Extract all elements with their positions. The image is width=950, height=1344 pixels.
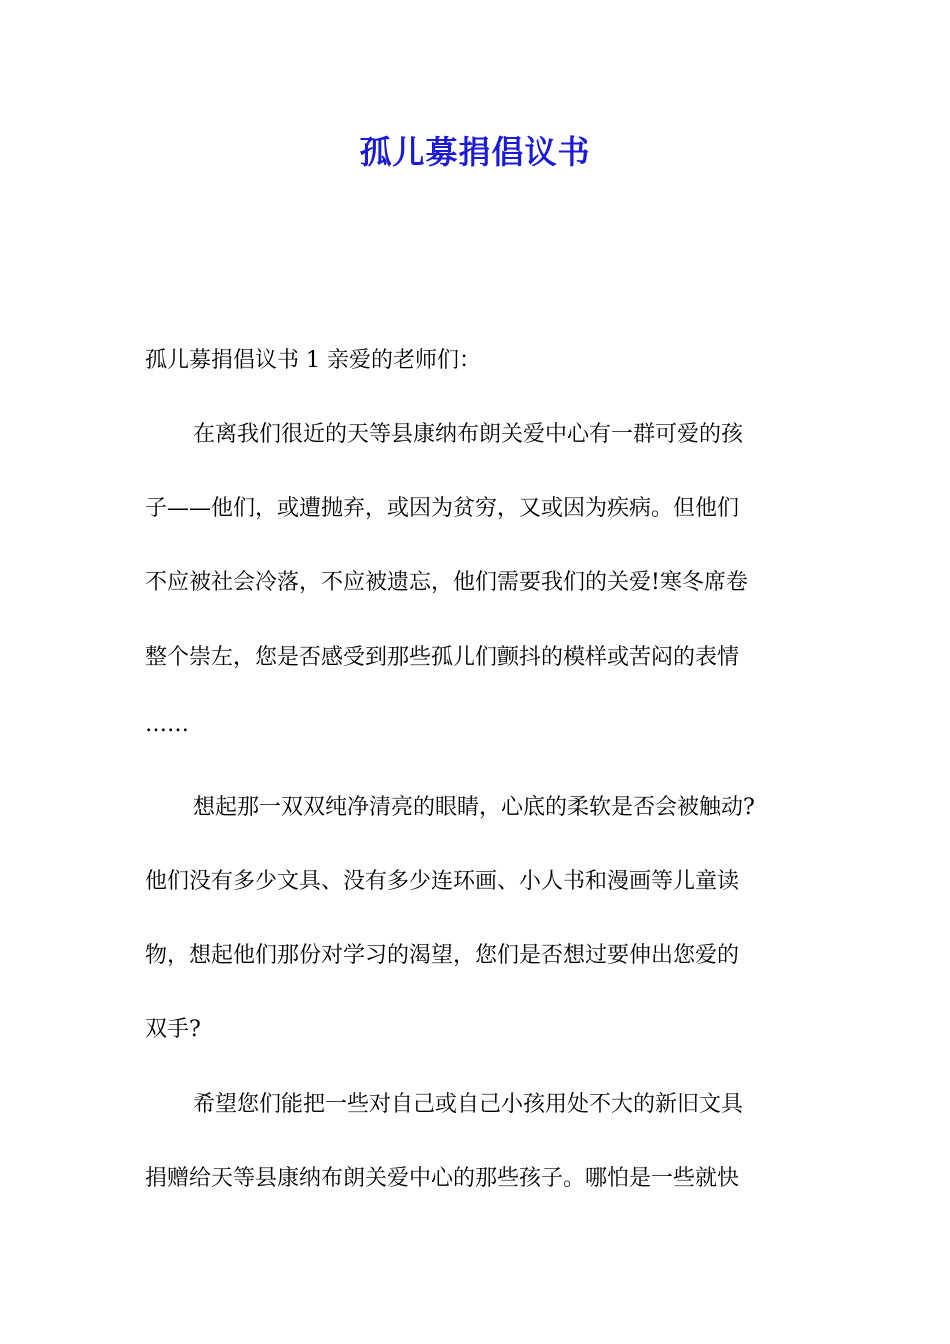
paragraph-line: 整个崇左，您是否感受到那些孤儿们颤抖的模样或苦闷的表情: [145, 645, 740, 670]
paragraph-line: 在离我们很近的天等县康纳布朗关爱中心有一群可爱的孩: [193, 422, 744, 447]
document-title: 孤儿募捐倡议书: [359, 133, 591, 171]
paragraph-line: 物，想起他们那份对学习的渴望，您们是否想过要伸出您爱的: [145, 943, 740, 968]
paragraph-line: 希望您们能把一些对自己或自己小孩用处不大的新旧文具: [193, 1092, 744, 1117]
paragraph-line: 不应被社会冷落，不应被遗忘，他们需要我们的关爱!寒冬席卷: [145, 570, 748, 595]
paragraph-line: 想起那一双双纯净清亮的眼睛，心底的柔软是否会被触动?: [193, 795, 755, 820]
paragraph-line: 子——他们，或遭抛弃，或因为贫穷，又或因为疾病。但他们: [145, 496, 740, 521]
paragraph-line: ……: [145, 712, 189, 737]
paragraph-line: 他们没有多少文具、没有多少连环画、小人书和漫画等儿童读: [145, 869, 740, 894]
paragraph-line: 捐赠给天等县康纳布朗关爱中心的那些孩子。哪怕是一些就快: [145, 1166, 740, 1191]
paragraph-line: 双手?: [145, 1017, 201, 1042]
salutation-line: 孤儿募捐倡议书 1 亲爱的老师们：: [145, 348, 481, 373]
